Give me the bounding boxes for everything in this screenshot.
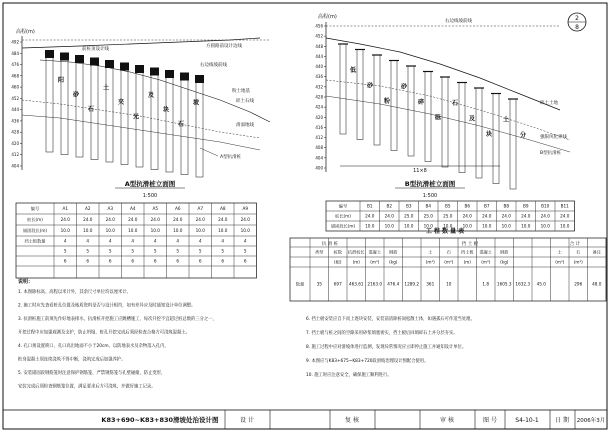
table-a-cell-2-3: 10.0	[105, 228, 115, 234]
left-strata-label-6: 及	[148, 92, 155, 99]
notes-left-item-0: 1. 本图除标高、高程以米计外，其余尺寸单位均以厘米计。	[18, 290, 131, 295]
q-group-0: 抗 滑 桩	[321, 242, 339, 247]
notes-right-item-0: 6. 挡土板安装应自下而上逐块安装，安装前清除桩间松散土体，如遇孤石可作适当处理。	[306, 317, 475, 322]
right-pile-8	[459, 83, 465, 173]
left-pile-cap-7	[135, 65, 144, 73]
table-a-cell-3-8: 4	[221, 238, 225, 244]
table-b-cell-0-2: B2	[386, 203, 393, 209]
table-a-cell-0-1: A1	[62, 206, 69, 212]
table-a-cell-3-7: 4	[198, 238, 202, 244]
q-cell-1-5: 钢筋	[389, 249, 398, 255]
right-scale: 1:500	[422, 193, 438, 199]
left-label-soil: 粉土地基	[232, 89, 250, 94]
left-strata-label-5: 光	[133, 113, 140, 121]
table-a-cell-1-1: 24.0	[60, 217, 70, 223]
left-pile-cap-9	[165, 70, 174, 78]
right-pile-9	[476, 88, 482, 178]
table-a-cell-4-6: 5	[176, 248, 180, 254]
right-strata-label-7: 及	[469, 115, 476, 123]
notes-left-item-7: 安装完成后须检查钢筋笼位置，满足要求后方可浇筑，并做好施工记录。	[18, 384, 156, 390]
right-pile-1	[340, 44, 346, 134]
quantity-table	[290, 238, 606, 301]
sheet-number-badge	[568, 13, 586, 31]
q-cell-2-14: (m³)	[555, 259, 565, 265]
table-a-cell-1-8: 24.0	[218, 217, 228, 223]
table-b-cell-2-10: 10.0	[540, 223, 550, 229]
table-a-cell-4-1: 5	[63, 248, 67, 254]
right-axis-ticks	[315, 24, 326, 171]
table-a-cell-2-5: 10.0	[150, 228, 160, 234]
q-cell-3-12: 1632.3	[515, 281, 531, 287]
notes-left-item-1: 2. 施工时应先查看桩孔位置及地质资料是否与设计相符，如有差异应及时通知设计单位调整。	[18, 303, 196, 309]
left-label-sliding: 滑面地线	[236, 123, 254, 128]
q-cell-3-7: 361	[426, 281, 435, 287]
right-tick-0: 456	[315, 23, 323, 29]
q-cell-1-7: 土	[428, 249, 433, 255]
left-rock-line	[22, 115, 260, 150]
table-a-cell-0-2: A2	[84, 206, 91, 212]
left-tick-8: 428	[11, 129, 19, 135]
left-strata-label-4: 夹	[118, 99, 125, 106]
left-section	[11, 28, 270, 199]
left-axis-ticks	[11, 40, 22, 169]
right-tick-13: 404	[315, 155, 323, 161]
right-tick-10: 416	[315, 124, 323, 130]
title-block	[3, 410, 607, 429]
table-a-cell-2-8: 10.0	[218, 228, 228, 234]
sheet-border	[3, 3, 607, 429]
left-pile-cap-5	[105, 60, 114, 68]
table-a-cell-4-5: 5	[153, 248, 157, 254]
table-b-cell-0-8: B8	[503, 203, 510, 209]
q-cell-2-8: (m³)	[444, 259, 454, 265]
table-b-cell-2-6: 10.0	[462, 223, 472, 229]
left-label-right-ground: 右边线坡前线	[200, 63, 227, 68]
table-b-cell-0-11: B11	[560, 203, 569, 209]
q-cell-3-6: 1289.2	[404, 281, 420, 287]
notes-right-item-4: 10. 施工时应注意安全，确保施工顺利进行。	[306, 373, 392, 378]
right-axis-label: 高程(m)	[318, 14, 337, 20]
table-a-cell-0-8: A8	[219, 206, 226, 212]
right-strata-label-0: 低	[350, 67, 357, 74]
right-tick-7: 428	[315, 94, 323, 100]
left-pile-cap-4	[90, 58, 99, 66]
left-pile-cap-3	[75, 55, 84, 63]
left-pile-cap-1	[45, 50, 54, 58]
right-strata-label-1: 砂	[367, 82, 374, 90]
right-strata-label-5: 砾	[435, 114, 442, 122]
title-drawing-no: S4-10-1	[515, 417, 539, 424]
table-b-cell-0-1: B1	[366, 203, 373, 209]
q-cell-3-11: 1605.3	[496, 281, 512, 287]
table-b-cell-2-11: 10.0	[560, 223, 570, 229]
right-piles	[338, 44, 526, 189]
left-tick-1: 484	[11, 50, 19, 56]
right-title: B型抗滑桩立面图	[404, 180, 456, 188]
table-a-cell-5-4: 6	[131, 258, 135, 264]
left-strata-label-0: 阳	[58, 77, 65, 84]
right-label-b-pile: B型抗滑桩	[540, 151, 562, 156]
left-pile-cap-2	[60, 53, 69, 61]
right-tick-1: 452	[315, 33, 323, 39]
right-strata-label-6: 石	[452, 100, 459, 107]
right-label-ground: 右边线坡前线	[445, 19, 472, 24]
table-b	[326, 201, 575, 231]
left-strata-label-3: 土	[103, 84, 110, 92]
table-b-cell-1-11: 24.0	[560, 213, 570, 219]
q-cell-3-15: 296	[574, 281, 583, 287]
quantity-title: 工 程 数 量 表	[425, 228, 465, 235]
table-a-cell-5-3: 6	[108, 258, 112, 264]
table-b-cell-2-9: 10.0	[521, 223, 531, 229]
q-cell-1-9: 挡土板	[460, 249, 474, 255]
right-pile-3	[374, 55, 380, 145]
sheet-number-top: 2	[575, 15, 579, 22]
table-b-cell-1-6: 24.0	[462, 213, 472, 219]
right-strata-label-3: 砂	[401, 83, 408, 91]
right-tick-5: 436	[315, 74, 323, 80]
left-pile-9	[166, 72, 173, 172]
table-a-cell-3-1: 4	[63, 238, 67, 244]
right-pile-6	[425, 72, 431, 162]
left-pile-5	[106, 62, 113, 162]
q-cell-1-2: 桩数	[333, 249, 342, 255]
table-b-cell-2-7: 10.0	[482, 223, 492, 229]
table-a-cell-2-0: 锚固段长(m)	[22, 228, 48, 234]
q-cell-3-3: 463.61	[348, 281, 364, 287]
q-cell-2-9: (m)	[463, 259, 471, 265]
table-a-cell-5-6: 6	[176, 258, 180, 264]
right-strata-label-9: 土	[503, 116, 510, 124]
table-b-cell-0-9: B9	[522, 203, 529, 209]
q-cell-2-4: (m³)	[370, 259, 380, 265]
notes-left-item-6: 5. 安装锚固段钢筋笼时注意保护钢筋笼，严禁钢筋笼与孔壁碰撞，防止变形，	[18, 371, 166, 376]
title-check: 复 核	[345, 417, 359, 424]
right-tick-11: 412	[315, 135, 323, 141]
left-label-gravel: 碎土石线	[236, 99, 254, 104]
table-b-cell-0-4: B4	[425, 203, 432, 209]
right-tick-9: 420	[315, 114, 323, 120]
right-pile-2	[357, 50, 363, 140]
right-tick-8: 424	[315, 104, 323, 110]
left-pile-8	[151, 70, 158, 170]
table-a-cell-3-2: 4	[86, 238, 90, 244]
table-a-cell-1-5: 24.0	[150, 217, 160, 223]
q-cell-3-1: 35	[316, 281, 322, 287]
notes-left-item-5: 桩身混凝土须连续浇筑不得中断，浇筑完成后加强养护。	[18, 357, 126, 363]
q-cell-3-10: 1.8	[482, 281, 490, 287]
table-b-cell-0-5: B5	[444, 203, 451, 209]
notes-left	[18, 278, 217, 390]
table-a-cell-2-2: 10.0	[83, 228, 93, 234]
table-a-cell-5-8: 6	[221, 258, 225, 264]
q-cell-2-3: (m)	[352, 259, 360, 265]
q-group-2: 合 计	[569, 242, 581, 247]
right-tick-14: 400	[315, 165, 323, 171]
table-b-cell-2-8: 10.0	[501, 223, 511, 229]
table-a-cell-5-2: 6	[86, 258, 90, 264]
table-a-cell-1-7: 24.0	[195, 217, 205, 223]
table-a-cell-0-7: A7	[197, 206, 204, 212]
table-b-cell-1-8: 24.0	[501, 213, 511, 219]
title-date-label: 日 期	[555, 417, 569, 424]
table-a	[16, 203, 257, 278]
table-a-cell-0-3: A3	[107, 206, 114, 212]
right-tick-6: 432	[315, 84, 323, 90]
notes-left-item-3: 开挖过程中应加强观测及支护，防止坍塌，桩孔开挖完成后须经检查合格方可浇筑混凝土。	[18, 330, 190, 336]
left-sliding-surface	[22, 100, 260, 138]
table-a-cell-3-5: 4	[153, 238, 157, 244]
left-pile-11	[196, 77, 203, 177]
table-a-cell-3-9: 4	[243, 238, 247, 244]
table-a-cell-0-9: A9	[242, 206, 249, 212]
table-b-cell-1-4: 25.0	[423, 213, 433, 219]
notes-right-item-3: 9. 本图应与K83+675~K83+720段滑坡治理设计图配合使用。	[306, 359, 429, 364]
table-b-cell-2-2: 10.0	[384, 223, 394, 229]
right-ground-line	[326, 38, 560, 110]
table-b-cell-0-6: B6	[464, 203, 471, 209]
left-strata-label-9: 坡	[193, 99, 200, 107]
q-cell-1-3: 抗滑桩长	[347, 249, 365, 255]
table-b-cell-2-3: 10.0	[404, 223, 414, 229]
right-strata-label-2: 粉	[384, 98, 391, 105]
q-cell-2-10: (m³)	[481, 259, 491, 265]
left-scale: 1:500	[142, 193, 158, 199]
table-b-cell-1-2: 24.0	[384, 213, 394, 219]
q-cell-1-4: 混凝土	[368, 249, 382, 255]
title-project: K83+690~K83+830滑坡处治设计图	[101, 416, 219, 424]
left-pile-cap-10	[180, 73, 189, 81]
q-group-1: 挡 土 板	[461, 242, 479, 247]
left-pile-cap-6	[120, 63, 129, 71]
notes-right	[306, 315, 475, 378]
q-cell-1-11: 钢筋	[500, 249, 509, 255]
notes-left-item-4: 4. 孔口须设置锁口，孔口高出地面不小于20cm，以防地表水及杂物落入孔内，	[18, 344, 169, 349]
left-tick-9: 420	[11, 140, 19, 146]
table-a-cell-5-5: 6	[153, 258, 157, 264]
table-a-cell-2-7: 10.0	[195, 228, 205, 234]
table-a-cell-1-3: 24.0	[105, 217, 115, 223]
table-b-cell-2-4: 10.0	[423, 223, 433, 229]
right-pile-10	[493, 94, 499, 184]
notes-left-item-2: 3. 抗滑桩施工前须先作好地表排水，抗滑桩开挖施工应跳槽施工，每次开挖不宜超过桩总数的三分之一，	[18, 317, 217, 322]
q-cell-2-2: (根)	[334, 259, 342, 265]
q-cell-2-5: (kg)	[389, 259, 398, 265]
table-a-cell-3-3: 4	[108, 238, 112, 244]
q-cell-3-13: 45.0	[536, 281, 546, 287]
right-tick-3: 444	[315, 53, 323, 59]
left-label-pile-top: 前桩顶设计线	[82, 47, 109, 52]
table-a-cell-0-6: A6	[174, 206, 181, 212]
left-tick-2: 476	[11, 62, 19, 68]
table-b-cell-0-7: B7	[483, 203, 490, 209]
q-cell-2-7: (m³)	[425, 259, 435, 265]
table-b-cell-0-0: 编号	[338, 203, 348, 209]
q-cell-3-4: 2163.0	[367, 281, 383, 287]
table-b-cell-0-10: B10	[541, 203, 550, 209]
left-pile-1	[46, 52, 53, 152]
table-a-cell-1-0: 桩长(m)	[27, 217, 43, 223]
table-a-cell-1-4: 24.0	[128, 217, 138, 223]
right-pile-7	[442, 77, 448, 167]
table-a-cell-0-5: A5	[152, 206, 159, 212]
left-strata-label-7: 块	[163, 106, 170, 114]
title-review: 审 核	[440, 417, 454, 424]
table-b-cell-1-0: 桩长(m)	[335, 213, 351, 219]
sheet-number-bottom: 8	[575, 24, 579, 31]
right-pile-4	[391, 61, 397, 151]
table-a-cell-0-0: 编号	[30, 206, 40, 212]
left-pile-cap-11	[195, 75, 204, 83]
q-cell-1-14: 土	[557, 249, 562, 255]
left-tick-11: 404	[11, 163, 19, 169]
q-cell-3-2: 697	[333, 281, 342, 287]
left-label-a-pile: A型抗滑桩	[220, 155, 242, 160]
q-cell-1-15: 石	[576, 249, 581, 255]
table-b-cell-0-3: B3	[405, 203, 412, 209]
q-cell-3-16: 48.0	[592, 281, 602, 287]
table-a-cell-4-4: 5	[131, 248, 135, 254]
table-a-cell-0-4: A4	[129, 206, 136, 212]
notes-right-item-1: 7. 挡土板与桩之间的空隙采用砂浆填塞密实，挡土板后回填碎石土并分层夯实。	[306, 331, 458, 336]
table-a-cell-2-9: 10.0	[240, 228, 250, 234]
table-b-cell-2-0: 锚固段长(m)	[330, 223, 356, 229]
table-a-cell-4-2: 5	[86, 248, 90, 254]
q-cell-2-15: (m³)	[573, 259, 583, 265]
left-tick-0: 492	[11, 39, 19, 45]
table-b-cell-1-10: 24.0	[540, 213, 550, 219]
right-dimension: 11×8	[413, 168, 427, 174]
table-b-cell-2-1: 10.0	[365, 223, 375, 229]
table-a-cell-1-9: 24.0	[240, 217, 250, 223]
q-cell-1-8: 石	[446, 249, 451, 255]
left-pile-cap-8	[150, 68, 159, 76]
table-a-cell-2-1: 10.0	[60, 228, 70, 234]
left-pile-6	[121, 65, 128, 165]
right-tick-12: 408	[315, 145, 323, 151]
left-strata-label-8: 石	[178, 121, 185, 128]
right-label-soil: 碎土土地	[540, 101, 558, 106]
table-a-cell-2-6: 10.0	[173, 228, 183, 234]
left-strata-label-2: 石	[88, 106, 95, 113]
table-b-cell-1-3: 25.0	[404, 213, 414, 219]
table-a-cell-4-7: 5	[198, 248, 202, 254]
table-a-cell-3-4: 4	[131, 238, 135, 244]
notes-right-item-2: 8. 施工过程中应对滑坡体进行监测，发现异常情况应立即停止施工并通知设计单位。	[306, 345, 467, 350]
left-tick-10: 412	[11, 152, 19, 158]
left-tick-5: 452	[11, 95, 19, 101]
title-drawing-no-label: 图 号	[483, 417, 497, 424]
table-b-cell-1-7: 24.0	[482, 213, 492, 219]
right-pile-11	[510, 99, 516, 189]
left-title: A型抗滑桩立面图	[124, 180, 176, 188]
left-strata-label-1: 砂	[73, 91, 80, 99]
right-pile-5	[408, 66, 414, 156]
table-a-cell-3-0: 挡土板数量	[24, 238, 46, 244]
left-tick-6: 444	[11, 107, 19, 113]
right-strata-label-4: 碎	[418, 99, 425, 106]
left-axis-label: 高程(m)	[16, 29, 35, 35]
table-a-cell-4-8: 5	[221, 248, 225, 254]
notes-left-heading: 说明：	[18, 279, 34, 285]
q-cell-3-0: 数量	[295, 281, 305, 287]
right-strata-label-10: 分	[520, 132, 527, 139]
left-leader	[200, 148, 218, 156]
right-tick-2: 448	[315, 43, 323, 49]
q-cell-3-5: 476.4	[387, 281, 400, 287]
table-a-cell-5-9: 6	[243, 258, 247, 264]
right-section	[315, 13, 570, 199]
left-tick-4: 460	[11, 84, 19, 90]
table-b-cell-1-5: 25.0	[443, 213, 453, 219]
table-a-cell-4-9: 5	[243, 248, 247, 254]
left-label-crest: 方圆路前设计边线	[206, 44, 242, 49]
table-a-cell-2-4: 10.0	[128, 228, 138, 234]
title-date: 2006年3月	[576, 418, 606, 424]
table-a-cell-3-6: 4	[176, 238, 180, 244]
title-design: 设 计	[240, 417, 254, 424]
table-b-cell-1-9: 24.0	[521, 213, 531, 219]
q-cell-1-1: 类型	[315, 249, 324, 255]
left-tick-7: 436	[11, 118, 19, 124]
right-strata-label-8: 块	[486, 131, 493, 138]
table-a-cell-5-7: 6	[198, 258, 202, 264]
table-a-cell-1-6: 24.0	[173, 217, 183, 223]
table-a-cell-4-3: 5	[108, 248, 112, 254]
left-tick-3: 468	[11, 73, 19, 79]
table-b-cell-2-5: 10.0	[443, 223, 453, 229]
q-cell-2-11: (kg)	[500, 259, 509, 265]
right-label-sliding: 强限风化界线	[540, 135, 567, 140]
right-tick-4: 440	[315, 64, 323, 70]
q-cell-1-16: 备注	[592, 249, 601, 255]
table-a-cell-1-2: 24.0	[83, 217, 93, 223]
q-cell-1-10: 混凝土	[479, 249, 493, 255]
table-a-cell-5-1: 6	[63, 258, 67, 264]
table-b-cell-1-1: 24.0	[365, 213, 375, 219]
q-cell-3-8: 10	[446, 281, 452, 287]
